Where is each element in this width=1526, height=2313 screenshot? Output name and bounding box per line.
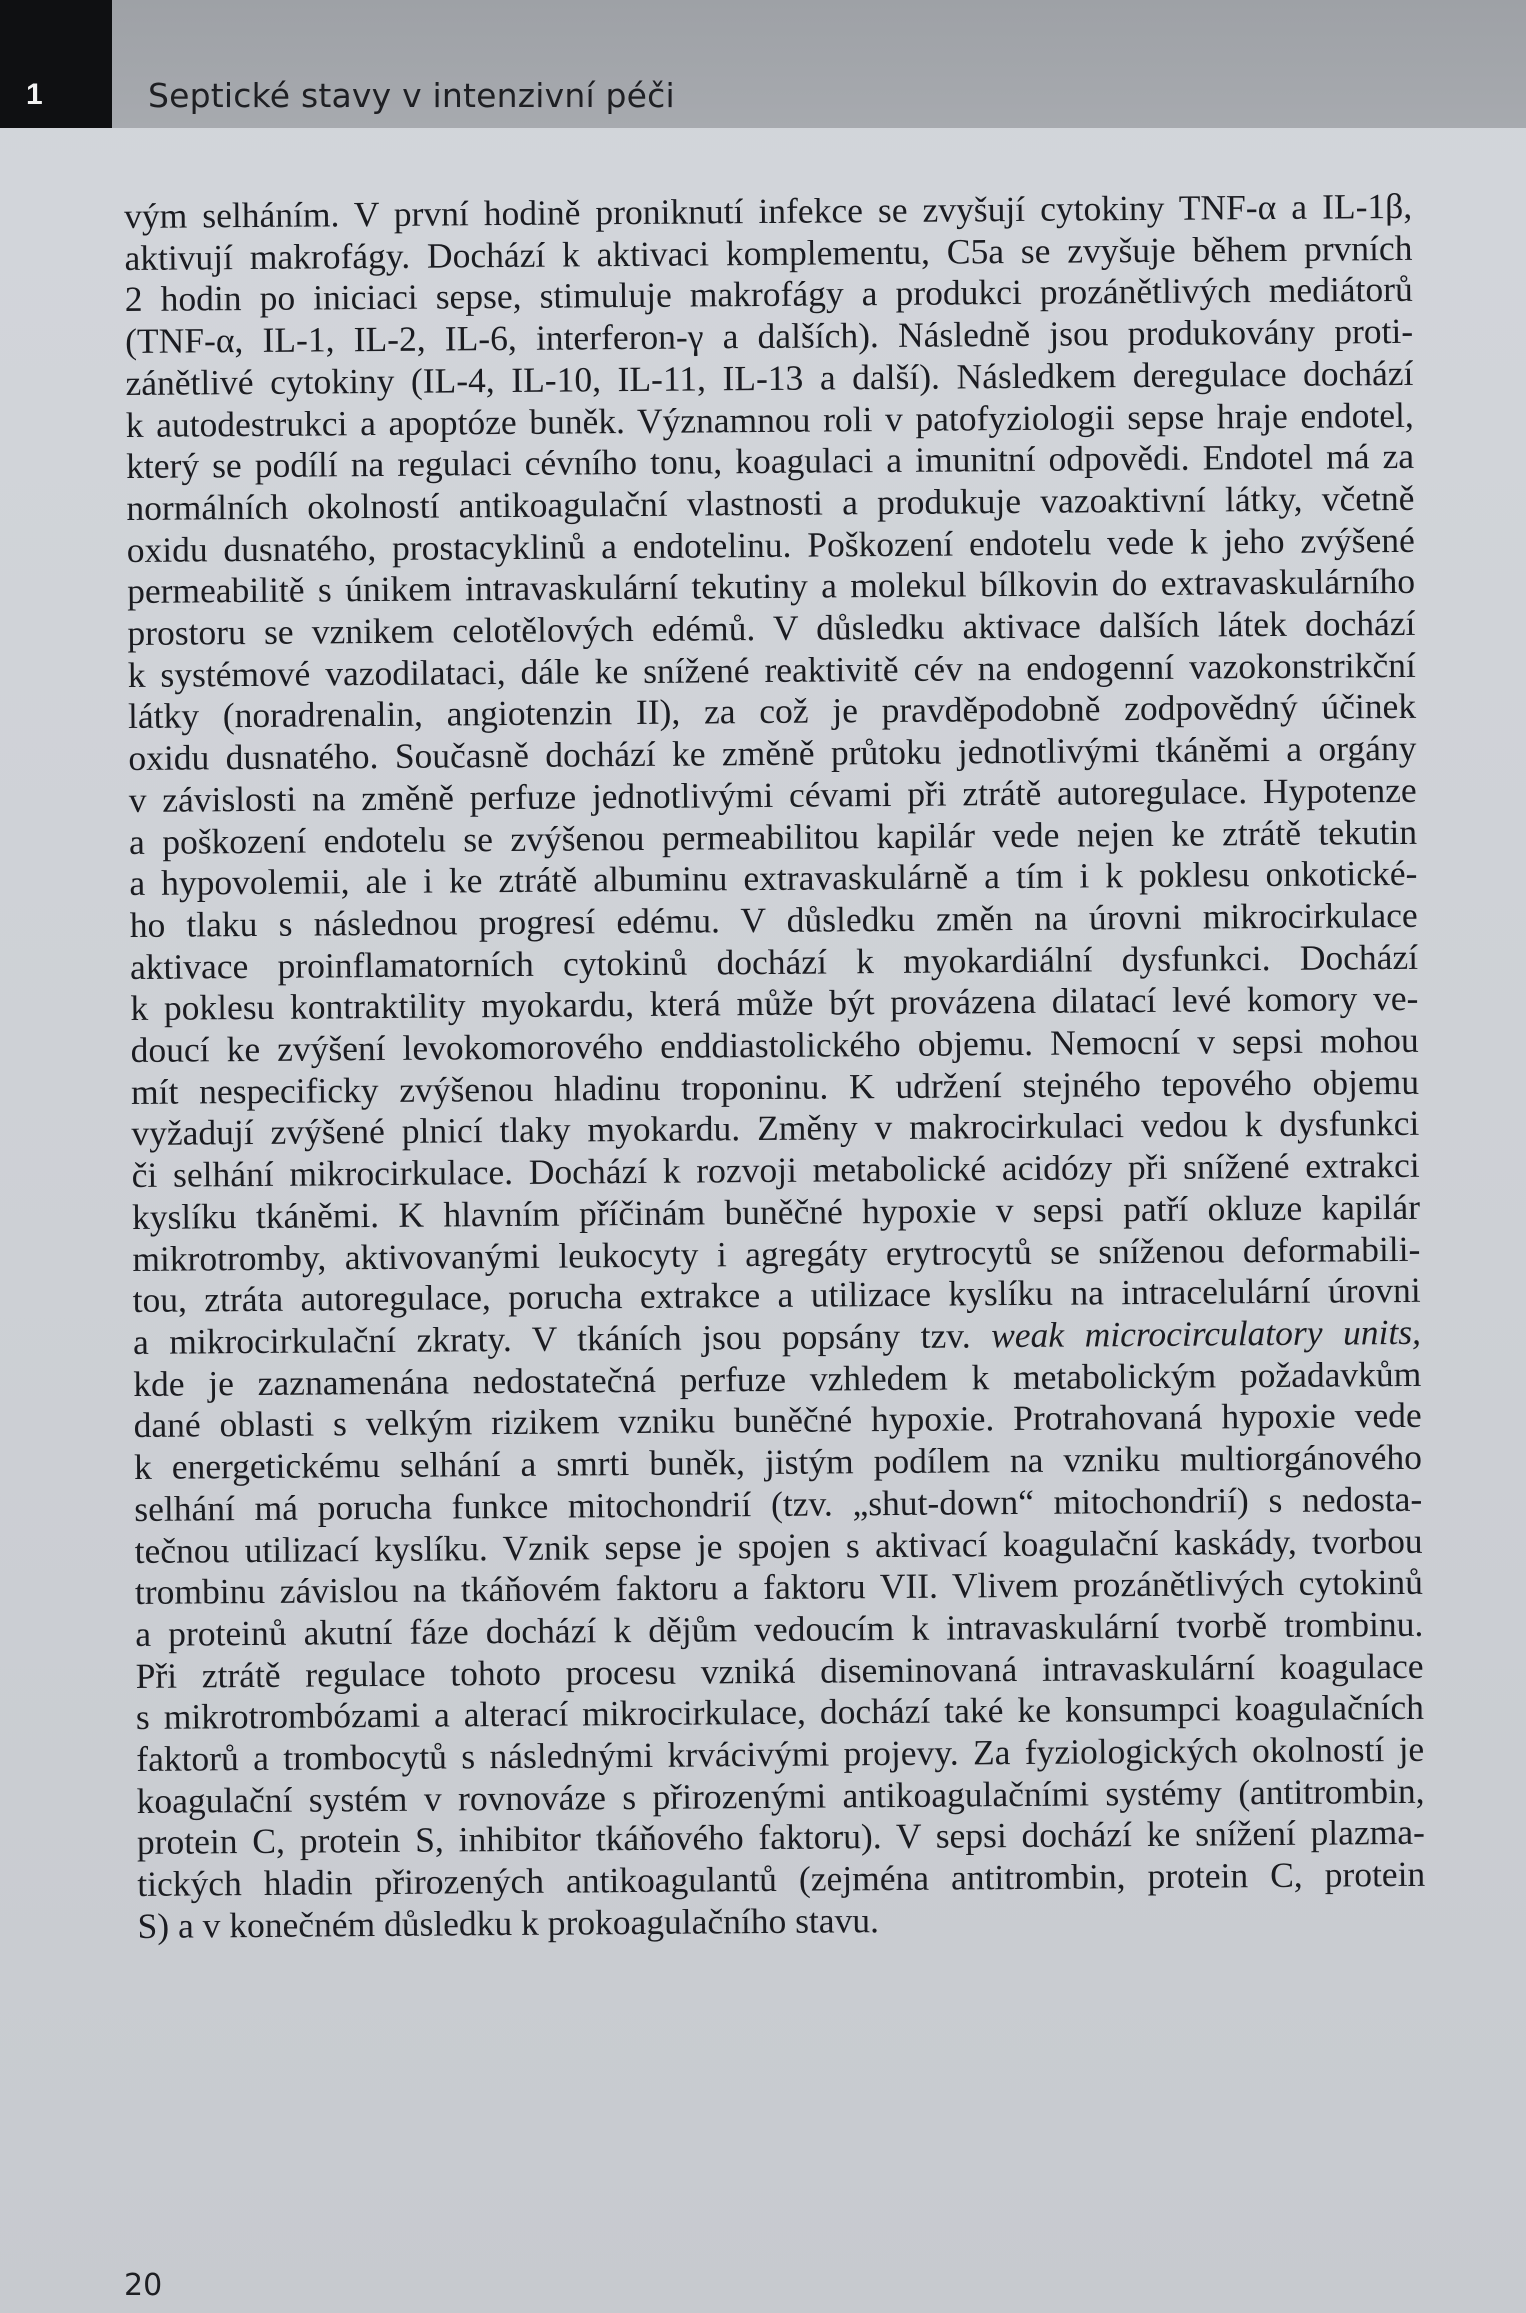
text-line: který se podílí na regulaci cévního tonu, koagulaci a imunitní odpovědi. Endotel má za	[125, 436, 1415, 487]
text-line: mít nespecificky zvýšenou hladinu troponinu. K udržení stejného tepového objemu	[130, 1061, 1420, 1112]
chapter-number: 1	[26, 78, 43, 111]
text-line: oxidu dusnatého. Současně dochází ke změně průtoku jednotlivými tkáněmi a orgány	[128, 728, 1417, 779]
text-line: tických hladin přirozených antikoagulantů (zejména antitrombin, protein C, protein	[137, 1853, 1426, 1905]
text-line: k poklesu kontraktility myokardu, která může být provázena dilatací levé komory ve-	[130, 978, 1419, 1029]
text-line: koagulační systém v rovnováze s přirozenými antikoagulačními systémy (antitrombin,	[136, 1770, 1425, 1821]
page-number: 20	[124, 2268, 163, 2303]
body-text	[124, 186, 1426, 1948]
text-line: Při ztrátě regulace tohoto procesu vzniká diseminovaná intravaskulární koagulace	[135, 1645, 1424, 1696]
text-line: trombinu závislou na tkáňovém faktoru a faktoru VII. Vlivem prozánětlivých cytokinů	[134, 1562, 1424, 1613]
text-line: permeabilitě s únikem intravaskulární tekutiny a molekul bílkovin do extravaskulárního	[126, 561, 1416, 612]
text-line: tečnou utilizací kyslíku. Vznik sepse je spojen s aktivací koagulační kaskády, tvorbou	[134, 1520, 1423, 1571]
text-line: faktorů a trombocytů s následnými krvácivými projevy. Za fyziologických okolností je	[136, 1728, 1425, 1779]
text-line: tou, ztráta autoregulace, porucha extrakce a utilizace kyslíku na intracelulární úrovni	[132, 1270, 1421, 1321]
text-line: k systémové vazodilataci, dále ke snížené reaktivitě cév na endogenní vazokonstrikční	[127, 644, 1416, 695]
text-line: látky (noradrenalin, angiotenzin II), za což je pravděpodobně zodpovědný účinek	[127, 686, 1417, 737]
text-line: v závislosti na změně perfuze jednotlivými cévami při ztrátě autoregulace. Hypotenze	[128, 769, 1417, 820]
text-line: vyžadují zvýšené plnicí tlaky myokardu. Změny v makrocirkulaci vedou k dysfunkci	[131, 1103, 1420, 1154]
text-line: prostoru se vznikem celotělových edémů. V důsledku aktivace dalších látek dochází	[127, 602, 1416, 654]
text-line: zánětlivé cytokiny (IL-4, IL-10, IL-11, IL-13 a další). Následkem deregulace dochází	[125, 352, 1414, 403]
text-line: kde je zaznamenána nedostatečná perfuze vzhledem k metabolickým požadavkům	[133, 1353, 1422, 1404]
text-line: doucí ke zvýšení levokomorového enddiastolického objemu. Nemocní v sepsi mohou	[130, 1019, 1419, 1071]
text-line: protein C, protein S, inhibitor tkáňového faktoru). V sepsi dochází ke snížení plazma-	[136, 1812, 1426, 1863]
text-line: mikrotromby, aktivovanými leukocyty i agregáty erytrocytů se sníženou deformabili-	[132, 1228, 1421, 1279]
text-line: 2 hodin po iniciaci sepse, stimuluje makrofágy a produkci prozánětlivých mediátorů	[124, 269, 1413, 320]
chapter-number-box	[0, 0, 112, 128]
text-line: oxidu dusnatého, prostacyklinů a endotelinu. Poškození endotelu vede k jeho zvýšené	[126, 519, 1415, 570]
text-line: a hypovolemii, ale i ke ztrátě albuminu extravaskulárně a tím i k poklesu onkotické-	[129, 853, 1418, 904]
text-line: k autodestrukci a apoptóze buněk. Významnou roli v patofyziologii sepse hraje endotel,	[125, 394, 1414, 445]
chapter-header-band	[0, 0, 1526, 128]
text-line: aktivují makrofágy. Dochází k aktivaci komplementu, C5a se zvyšuje během prvních	[124, 227, 1413, 278]
text-line: ho tlaku s následnou progresí edému. V důsledku změn na úrovni mikrocirkulace	[129, 894, 1418, 945]
text-line: a proteinů akutní fáze dochází k dějům vedoucím k intravaskulární tvorbě trombinu.	[135, 1603, 1424, 1654]
text-line: či selhání mikrocirkulace. Dochází k rozvoji metabolické acidózy při snížené extrakci	[131, 1145, 1420, 1196]
text-line: s mikrotrombózami a alterací mikrocirkulace, dochází také ke konsumpci koagulačních	[135, 1687, 1425, 1738]
running-title: Septické stavy v intenzivní péči	[148, 76, 675, 115]
text-line: a poškození endotelu se zvýšenou permeabilitou kapilár vede nejen ke ztrátě tekutin	[128, 811, 1418, 862]
text-line: (TNF-α, IL-1, IL-2, IL-6, interferon-γ a dalších). Následně jsou produkovány proti-	[124, 310, 1414, 362]
text-line: vým selháním. V první hodině proniknutí infekce se zvyšují cytokiny TNF-α a IL-1β,	[124, 185, 1413, 236]
text-line: aktivace proinflamatorních cytokinů dochází k myokardiální dysfunkci. Dochází	[129, 936, 1419, 987]
text-line-last: S) a v konečném důsledku k prokoagulačního stavu.	[137, 1899, 880, 1946]
text-line: kyslíku tkáněmi. K hlavním příčinám buněčné hypoxie v sepsi patří okluze kapilár	[131, 1186, 1421, 1237]
text-line: normálních okolností antikoagulační vlastnosti a produkuje vazoaktivní látky, včetně	[126, 477, 1415, 528]
text-line-start: a mikrocirkulační zkraty. V tkáních jsou popsány tzv.	[132, 1315, 971, 1362]
italic-term: weak microcirculatory units,	[990, 1311, 1422, 1356]
text-line: selhání má porucha funkce mitochondrií (tzv. „shut-down“ mitochondrií) s nedosta-	[134, 1478, 1423, 1529]
text-line: dané oblasti s velkým rizikem vzniku buněčné hypoxie. Protrahovaná hypoxie vede	[133, 1395, 1422, 1446]
text-line: k energetickému selhání a smrti buněk, jistým podílem na vzniku multiorgánového	[133, 1436, 1423, 1488]
